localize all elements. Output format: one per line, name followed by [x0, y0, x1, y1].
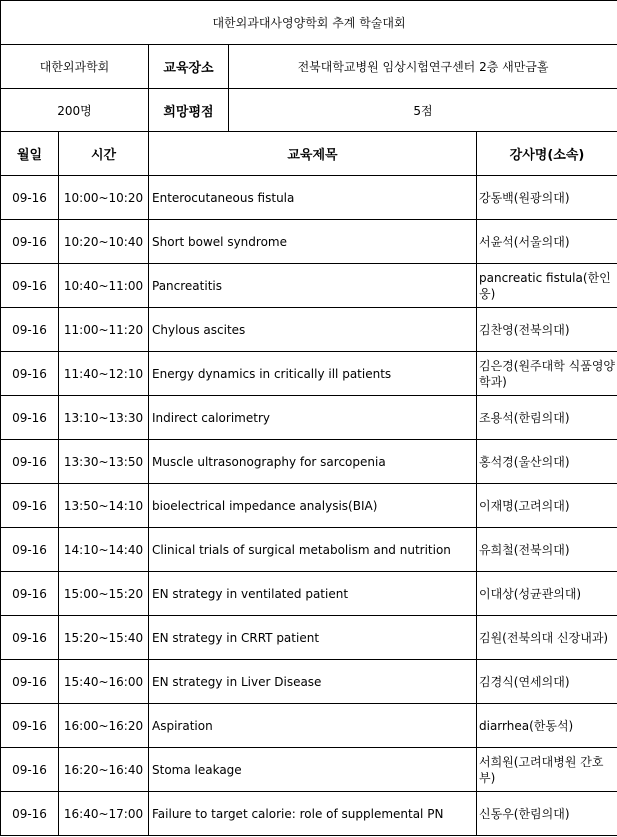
cell-subject: Aspiration	[149, 704, 477, 748]
cell-time: 10:20~10:40	[59, 220, 149, 264]
cell-subject: Short bowel syndrome	[149, 220, 477, 264]
cell-subject: Energy dynamics in critically ill patients	[149, 352, 477, 396]
cell-lecturer: 김은경(원주대학 식품영양학과)	[477, 352, 617, 396]
table-row	[1, 264, 617, 308]
cell-lecturer: pancreatic fistula(한인웅)	[477, 264, 617, 308]
points-label: 희망평점	[149, 89, 229, 132]
cell-time: 16:20~16:40	[59, 748, 149, 792]
cell-date: 09-16	[1, 220, 59, 264]
cell-time: 15:20~15:40	[59, 616, 149, 660]
header-subject: 교육제목	[149, 132, 477, 176]
info-row-capacity	[1, 89, 617, 132]
cell-time: 13:10~13:30	[59, 396, 149, 440]
cell-subject: Chylous ascites	[149, 308, 477, 352]
cell-lecturer: 서윤석(서울의대)	[477, 220, 617, 264]
cell-date: 09-16	[1, 264, 59, 308]
cell-date: 09-16	[1, 176, 59, 220]
cell-lecturer: 서희원(고려대병원 간호부)	[477, 748, 617, 792]
table-row	[1, 792, 617, 836]
cell-lecturer: 김원(전북의대 신장내과)	[477, 616, 617, 660]
cell-subject: EN strategy in Liver Disease	[149, 660, 477, 704]
cell-date: 09-16	[1, 792, 59, 836]
cell-subject: Muscle ultrasonography for sarcopenia	[149, 440, 477, 484]
table-row	[1, 572, 617, 616]
cell-time: 11:40~12:10	[59, 352, 149, 396]
cell-lecturer: 이대상(성균관의대)	[477, 572, 617, 616]
cell-time: 15:40~16:00	[59, 660, 149, 704]
cell-time: 11:00~11:20	[59, 308, 149, 352]
header-time: 시간	[59, 132, 149, 176]
cell-date: 09-16	[1, 440, 59, 484]
table-row	[1, 440, 617, 484]
cell-time: 14:10~14:40	[59, 528, 149, 572]
capacity: 200명	[1, 89, 149, 132]
cell-subject: Enterocutaneous fistula	[149, 176, 477, 220]
cell-time: 13:30~13:50	[59, 440, 149, 484]
cell-date: 09-16	[1, 396, 59, 440]
table-row	[1, 220, 617, 264]
cell-date: 09-16	[1, 352, 59, 396]
cell-lecturer: 김경식(연세의대)	[477, 660, 617, 704]
header-date: 월일	[1, 132, 59, 176]
table-row	[1, 660, 617, 704]
table-row	[1, 484, 617, 528]
cell-date: 09-16	[1, 484, 59, 528]
header-row	[1, 132, 617, 176]
cell-lecturer: 신동우(한림의대)	[477, 792, 617, 836]
title-row	[1, 1, 617, 45]
info-row-venue	[1, 45, 617, 89]
venue-value: 전북대학교병원 임상시험연구센터 2층 새만금홀	[229, 45, 617, 89]
cell-date: 09-16	[1, 704, 59, 748]
cell-lecturer: 유희철(전북의대)	[477, 528, 617, 572]
cell-time: 16:00~16:20	[59, 704, 149, 748]
table-row	[1, 616, 617, 660]
cell-lecturer: 강동백(원광의대)	[477, 176, 617, 220]
cell-subject: Pancreatitis	[149, 264, 477, 308]
cell-date: 09-16	[1, 528, 59, 572]
table-row	[1, 704, 617, 748]
cell-subject: EN strategy in CRRT patient	[149, 616, 477, 660]
header-lecturer: 강사명(소속)	[477, 132, 617, 176]
cell-subject: Failure to target calorie: role of supplemental PN	[149, 792, 477, 836]
cell-subject: EN strategy in ventilated patient	[149, 572, 477, 616]
cell-subject: Stoma leakage	[149, 748, 477, 792]
cell-date: 09-16	[1, 616, 59, 660]
cell-lecturer: 김찬영(전북의대)	[477, 308, 617, 352]
points-value: 5점	[229, 89, 617, 132]
table-row	[1, 308, 617, 352]
table-row	[1, 396, 617, 440]
cell-time: 13:50~14:10	[59, 484, 149, 528]
cell-subject: bioelectrical impedance analysis(BIA)	[149, 484, 477, 528]
cell-lecturer: 조용석(한림의대)	[477, 396, 617, 440]
cell-time: 16:40~17:00	[59, 792, 149, 836]
venue-label: 교육장소	[149, 45, 229, 89]
cell-subject: Indirect calorimetry	[149, 396, 477, 440]
cell-lecturer: 이재명(고려의대)	[477, 484, 617, 528]
cell-date: 09-16	[1, 660, 59, 704]
table-row	[1, 352, 617, 396]
cell-date: 09-16	[1, 308, 59, 352]
table-row	[1, 748, 617, 792]
cell-lecturer: 홍석경(울산의대)	[477, 440, 617, 484]
table-row	[1, 176, 617, 220]
cell-time: 10:40~11:00	[59, 264, 149, 308]
cell-time: 10:00~10:20	[59, 176, 149, 220]
cell-lecturer: diarrhea(한동석)	[477, 704, 617, 748]
cell-time: 15:00~15:20	[59, 572, 149, 616]
organizer: 대한외과학회	[1, 45, 149, 89]
cell-subject: Clinical trials of surgical metabolism and nutrition	[149, 528, 477, 572]
table-row	[1, 528, 617, 572]
cell-date: 09-16	[1, 748, 59, 792]
cell-date: 09-16	[1, 572, 59, 616]
page-title: 대한외과대사영양학회 추계 학술대회	[1, 1, 617, 45]
